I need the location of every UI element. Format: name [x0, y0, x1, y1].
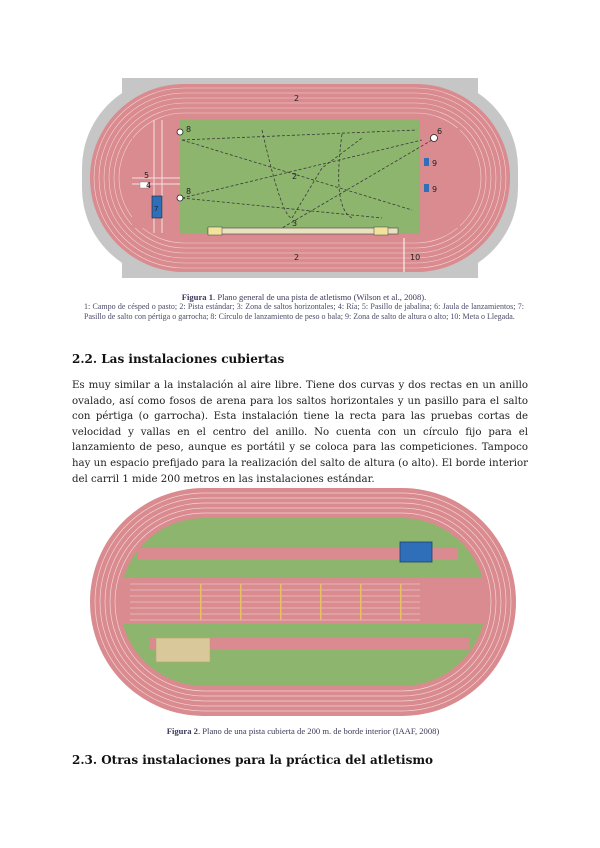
figure-2-caption: [90, 726, 516, 736]
sand-pit: [156, 638, 210, 662]
sand-pit-left: [208, 227, 222, 235]
sand-pit-right: [374, 227, 388, 235]
label-7: 7: [154, 205, 159, 213]
label-8b: 8: [186, 187, 192, 196]
figure-1-outdoor-track: [82, 78, 518, 278]
pole-vault-landing: [400, 542, 432, 562]
label-track-top: 2: [294, 94, 300, 103]
sprint-straight: [120, 578, 486, 624]
section-2-3-heading: 2.3. Otras instalaciones para la práctica del atletismo: [72, 753, 434, 767]
figure-1-caption: [84, 292, 524, 322]
infield-right-segment: [420, 128, 460, 228]
grass-field: [180, 120, 420, 234]
horizontal-jumps-runway: [208, 228, 398, 234]
figure-1-label: Figura 1: [181, 292, 214, 302]
high-jump-pit-top: [424, 158, 429, 166]
section-2-2-paragraph: Es muy similar a la instalación al aire libre. Tiene dos curvas y dos rectas en un anillo ovalado, así como fosos de arena para los saltos horizontales y un pasillo para el salto con pértiga (o garrocha). Esta instalación tiene la recta para las pruebas cortas de velocidad y vallas en el centro del anillo. No cuenta con un círculo fijo para el lanzamiento de peso, aunque es portátil y se coloca para las competiciones. Tampoco hay un espacio prefijado para la realización del salto de altura (o alto). El borde interior del carril 1 mide 200 metros en las instalaciones estándar.: [72, 380, 528, 485]
section-2-2-heading: 2.2. Las instalaciones cubiertas: [72, 352, 285, 366]
figure-1-key: 1: Campo de césped o pasto; 2: Pista estándar; 3: Zona de saltos horizontales; 4: Ría; 5: Pasillo de jabalina; 6: Jaula de lanzamientos; 7: Pasillo de salto con pértiga o garrocha; 8: Círculo de lanzamiento de peso o bala; 9: Zona de salto de altura o alto; 10: Meta o Llegada.: [84, 302, 524, 321]
label-field: 2: [292, 172, 298, 181]
figure-2-label: Figura 2: [166, 726, 198, 736]
high-jump-pit-bottom: [424, 184, 429, 192]
figure-2-indoor-track: [90, 488, 516, 716]
shot-put-circle-bottom: [177, 195, 183, 201]
shot-put-circle-top: [177, 129, 183, 135]
figure-1-title-text: . Plano general de una pista de atletismo (Wilson et al., 2008).: [213, 292, 427, 302]
label-8a: 8: [186, 125, 192, 134]
label-9b: 9: [432, 185, 438, 194]
label-track-bottom: 2: [294, 253, 300, 262]
figure-2-caption-text: . Plano de una pista cubierta de 200 m. de borde interior (IAAF, 2008): [197, 726, 440, 736]
label-6: 6: [437, 127, 443, 136]
label-finish: 10: [410, 253, 421, 262]
figure-1-title: [84, 292, 524, 302]
label-9a: 9: [432, 159, 438, 168]
label-3: 3: [292, 219, 298, 228]
label-5: 5: [144, 171, 150, 180]
label-4: 4: [146, 181, 152, 190]
